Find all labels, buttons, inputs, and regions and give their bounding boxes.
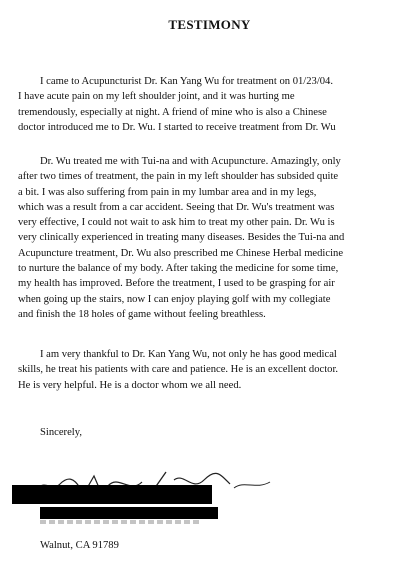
text-line: Acupuncture treatment, Dr. Wu also prescribed me Chinese Herbal medicine bbox=[18, 247, 344, 259]
text-line: when going up the stairs, now I can enjoy playing golf with my collegiate bbox=[18, 293, 331, 305]
address-city: Walnut, CA 91789 bbox=[40, 540, 119, 551]
redaction-bar bbox=[40, 507, 218, 519]
redaction-bar bbox=[12, 485, 212, 504]
text-line: after two times of treatment, the pain in my left shoulder has subsided quite bbox=[18, 171, 339, 183]
text-line: He is very helpful. He is a doctor whom we all need. bbox=[18, 379, 242, 391]
paragraph-treatment bbox=[18, 154, 402, 322]
text-line: tremendously, especially at night. A friend of mine who is also a Chinese bbox=[18, 106, 327, 118]
text-line: I came to Acupuncturist Dr. Kan Yang Wu for treatment on 01/23/04. bbox=[40, 76, 334, 87]
text-line: which was a result from a car accident. Seeing that Dr. Wu's treatment was bbox=[18, 201, 335, 213]
paragraph-intro bbox=[18, 74, 402, 135]
text-line: skills, he treat his patients with care and patience. He is an excellent doctor. bbox=[18, 364, 339, 376]
document-title: TESTIMONY bbox=[168, 17, 251, 32]
text-line: I have acute pain on my left shoulder joint, and it was hurting me bbox=[18, 91, 295, 103]
obscured-address-line bbox=[40, 520, 200, 524]
paragraph-thanks bbox=[18, 347, 402, 393]
closing: Sincerely, bbox=[40, 427, 82, 438]
text-line: very effective, I could not wait to ask him to treat my other pain. Dr. Wu is bbox=[18, 217, 335, 229]
text-line: to nurture the balance of my body. After taking the medicine for some time, bbox=[18, 263, 339, 275]
text-line: I am very thankful to Dr. Kan Yang Wu, not only he has good medical bbox=[40, 349, 337, 360]
text-line: doctor introduced me to Dr. Wu. I started to receive treatment from Dr. Wu bbox=[18, 121, 336, 133]
text-line: and finish the 18 holes of game without feeling breathless. bbox=[18, 308, 266, 320]
text-line: my health has improved. Before the treatment, I used to be grasping for air bbox=[18, 278, 335, 290]
text-line: a bit. I was also suffering from pain in my lumbar area and in my legs, bbox=[18, 186, 317, 198]
text-line: Dr. Wu treated me with Tui-na and with Acupuncture. Amazingly, only bbox=[40, 156, 341, 167]
text-line: very clinically experienced in treating many diseases. Besides the Tui-na and bbox=[18, 232, 345, 244]
